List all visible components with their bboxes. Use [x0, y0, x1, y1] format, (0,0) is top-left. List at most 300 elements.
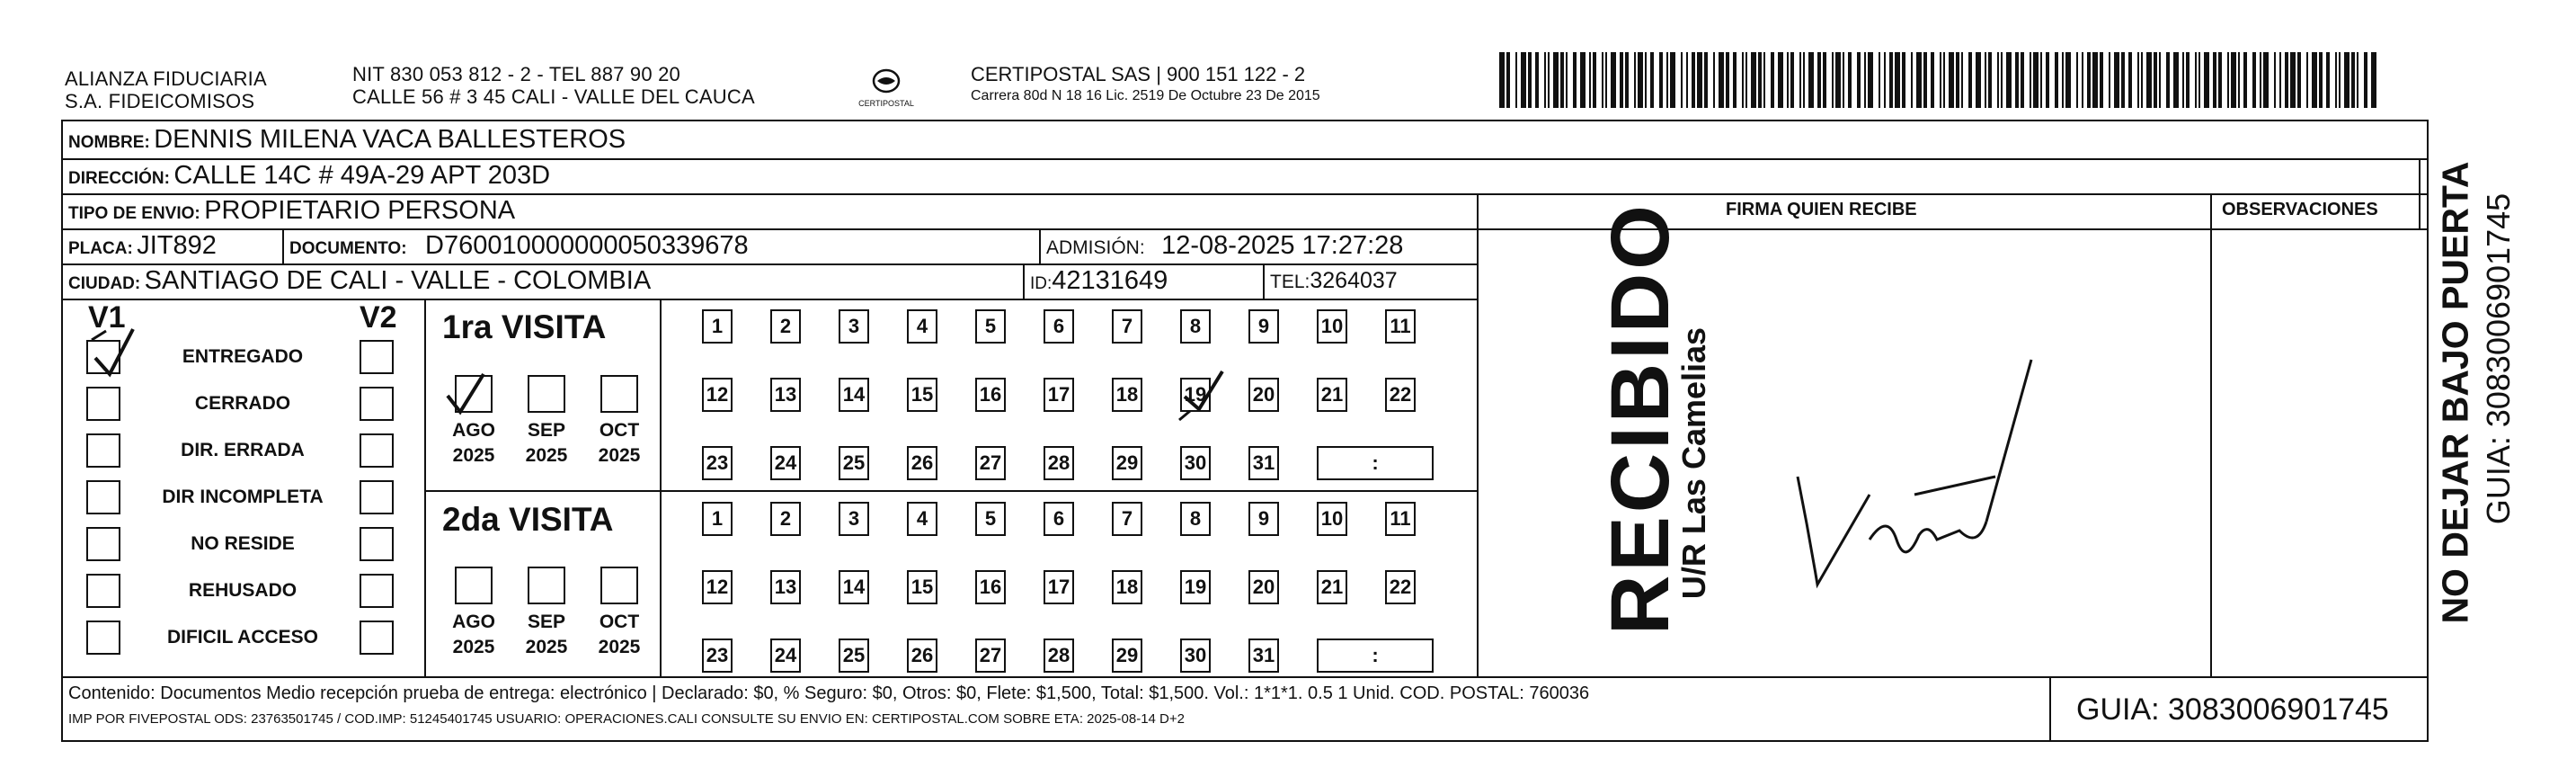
barcode-bar	[2364, 52, 2367, 108]
barcode-bar	[2055, 52, 2058, 108]
month-label: SEP	[527, 612, 566, 632]
barcode-bar	[1940, 52, 1941, 108]
barcode-bar	[1589, 52, 1591, 108]
barcode-bar	[1686, 52, 1688, 108]
id-label: ID:	[1030, 274, 1053, 293]
barcode-bar	[1499, 52, 1505, 108]
barcode-bar	[2326, 52, 2330, 108]
day-box[interactable]: 9	[1248, 309, 1279, 344]
v1-checkbox[interactable]	[86, 480, 120, 514]
month-checkbox[interactable]	[528, 375, 565, 413]
barcode-bar	[2319, 52, 2323, 108]
courier-line2: Carrera 80d N 18 16 Lic. 2519 De Octubre 23 De 2015	[971, 88, 1320, 103]
barcode-bar	[1803, 52, 1805, 108]
day-box[interactable]: 20	[1248, 378, 1279, 412]
day-box[interactable]: 7	[1112, 309, 1142, 344]
status-label: DIFICIL ACCESO	[166, 627, 318, 647]
day-box[interactable]: 31	[1248, 446, 1279, 480]
day-box[interactable]: 14	[839, 570, 869, 604]
tel-value: 3264037	[1310, 268, 1398, 293]
footer-line2: IMP POR FIVEPOSTAL ODS: 23763501745 / COD.IMP: 51245401745 USUARIO: OPERACIONES.CALI CONSULTE SU ENVIO EN: CERTIPOSTAL.COM SOBRE ETA: 2025-08-14 D+2	[68, 711, 1185, 727]
org-line2: S.A. FIDEICOMISOS	[65, 90, 255, 112]
stamp-sub-text: U/R Las Camelias	[1675, 326, 1712, 600]
barcode-bar	[2238, 52, 2240, 108]
month-label: OCT	[599, 612, 640, 632]
day-box[interactable]: 3	[839, 309, 869, 344]
barcode-bar	[2263, 52, 2269, 108]
barcode-bar	[2173, 52, 2179, 108]
nombre-label: NOMBRE:	[68, 133, 150, 152]
status-label: DIR. ERRADA	[181, 440, 305, 460]
barcode-bar	[1605, 52, 1607, 108]
day-box[interactable]: 24	[770, 446, 801, 480]
barcode-bar	[1949, 52, 1954, 108]
day-box[interactable]: 6	[1044, 502, 1074, 536]
barcode-bar	[2121, 52, 2125, 108]
footer-guia: GUIA: 3083006901745	[2076, 692, 2389, 727]
year-label: 2025	[598, 637, 641, 657]
barcode-bar	[2046, 52, 2049, 108]
barcode-bar	[2213, 52, 2216, 108]
day-box[interactable]: 16	[975, 378, 1006, 412]
barcode-bar	[1553, 52, 1559, 108]
direccion-value: CALLE 14C # 49A-29 APT 203D	[173, 161, 551, 190]
barcode-bar	[1835, 52, 1841, 108]
barcode-bar	[1726, 52, 1729, 108]
day-box[interactable]: 6	[1044, 309, 1074, 344]
v2-checkbox[interactable]	[360, 387, 394, 421]
ciudad-row	[68, 266, 651, 296]
barcode-bar	[1528, 52, 1532, 108]
day-box[interactable]: 25	[839, 446, 869, 480]
year-label: 2025	[525, 637, 568, 657]
barcode-bar	[1544, 52, 1546, 108]
tel-row	[1270, 268, 1398, 294]
barcode-bar	[1823, 52, 1826, 108]
barcode-bar	[1848, 52, 1852, 108]
barcode-bar	[1593, 52, 1596, 108]
barcode-bar	[1864, 52, 1866, 108]
barcode-bar	[2182, 52, 2184, 108]
barcode-bar	[1771, 52, 1774, 108]
month-check-mark-icon	[440, 369, 494, 423]
tipo-value: PROPIETARIO PERSONA	[204, 196, 516, 225]
tipo-row	[68, 196, 515, 226]
side-guia-block	[2479, 108, 2518, 612]
direccion-label: DIRECCIÓN:	[68, 169, 170, 188]
barcode-bar	[1566, 52, 1568, 108]
barcode-bar	[1670, 52, 1675, 108]
barcode-bar	[1763, 52, 1765, 108]
courier-block	[971, 63, 1320, 106]
v2-checkbox[interactable]	[360, 340, 394, 374]
divider	[1039, 228, 1041, 263]
month-label: OCT	[599, 420, 640, 441]
barcode-bar	[1742, 52, 1744, 108]
barcode-bar	[2290, 52, 2296, 108]
v2-checkbox[interactable]	[360, 480, 394, 514]
day-box[interactable]: 17	[1044, 378, 1074, 412]
barcode-bar	[1884, 52, 1886, 108]
v1-checkbox[interactable]	[86, 574, 120, 608]
barcode-bar	[2198, 52, 2200, 108]
month-checkbox[interactable]	[600, 567, 638, 604]
day-box[interactable]: 13	[770, 570, 801, 604]
divider	[2419, 158, 2421, 228]
month-label: AGO	[452, 420, 495, 441]
barcode-bar	[2021, 52, 2024, 108]
barcode-bar	[1961, 52, 1963, 108]
day-box[interactable]: 22	[1385, 378, 1416, 412]
day-box[interactable]: 2	[770, 502, 801, 536]
day-box[interactable]: 2	[770, 309, 801, 344]
day-box[interactable]: 22	[1385, 570, 1416, 604]
barcode-bar	[2344, 52, 2349, 108]
barcode-bar	[2128, 52, 2132, 108]
year-label: 2025	[525, 445, 568, 466]
day-box[interactable]: 30	[1180, 639, 1211, 673]
day-box[interactable]: 18	[1112, 378, 1142, 412]
barcode-bar	[2204, 52, 2209, 108]
barcode-bar	[1988, 52, 1992, 108]
v2-checkbox[interactable]	[360, 433, 394, 468]
v1-checkbox[interactable]	[86, 433, 120, 468]
barcode-bar	[1790, 52, 1794, 108]
barcode-bar	[1931, 52, 1934, 108]
barcode-bar	[2065, 52, 2071, 108]
day-box[interactable]: 13	[770, 378, 801, 412]
day-box[interactable]: 12	[702, 378, 733, 412]
barcode-bar	[1733, 52, 1737, 108]
barcode-bar	[1956, 52, 1959, 108]
day-box[interactable]: 24	[770, 639, 801, 673]
barcode-bar	[2231, 52, 2236, 108]
v1-checkbox[interactable]	[86, 527, 120, 561]
barcode-bar	[2306, 52, 2308, 108]
barcode-bar	[1580, 52, 1586, 108]
day-box[interactable]: 26	[907, 639, 937, 673]
day-box[interactable]: 30	[1180, 446, 1211, 480]
barcode-bar	[1638, 52, 1643, 108]
month-checkbox[interactable]	[455, 567, 493, 604]
stamp-main-text: RECIBIDO	[1594, 201, 1686, 635]
v1-label: V1	[88, 300, 126, 335]
barcode-bar	[1799, 52, 1801, 108]
day-box[interactable]: 5	[975, 309, 1006, 344]
barcode-bar	[1573, 52, 1577, 108]
v1-checkbox[interactable]	[86, 621, 120, 655]
courier-logo	[854, 63, 919, 113]
barcode-bar	[2006, 52, 2012, 108]
day-box[interactable]: 28	[1044, 446, 1074, 480]
barcode-bar	[2297, 52, 2301, 108]
barcode	[1499, 52, 2385, 108]
v2-label: V2	[360, 300, 397, 335]
barcode-bar	[1506, 52, 1510, 108]
year-label: 2025	[452, 637, 495, 657]
day-box[interactable]: 26	[907, 446, 937, 480]
barcode-bar	[1521, 52, 1526, 108]
day-box[interactable]: 23	[702, 446, 733, 480]
nit-block	[352, 63, 755, 108]
barcode-bar	[2243, 52, 2247, 108]
month-label: SEP	[527, 420, 566, 441]
side-text-block	[2431, 144, 2480, 647]
barcode-bar	[2166, 52, 2170, 108]
barcode-bar	[2335, 52, 2337, 108]
documento-value: D760010000000050339678	[425, 231, 749, 260]
barcode-bar	[1625, 52, 1629, 108]
divider	[424, 299, 426, 676]
barcode-bar	[2351, 52, 2355, 108]
time-box[interactable]: :	[1317, 446, 1434, 480]
barcode-bar	[1659, 52, 1663, 108]
barcode-bar	[1997, 52, 1999, 108]
barcode-bar	[2141, 52, 2143, 108]
v2-checkbox[interactable]	[360, 574, 394, 608]
rule	[61, 193, 2429, 195]
barcode-bar	[2062, 52, 2064, 108]
barcode-bar	[1751, 52, 1756, 108]
day-box[interactable]: 8	[1180, 309, 1211, 344]
barcode-bar	[2137, 52, 2139, 108]
ciudad-label: CIUDAD:	[68, 274, 141, 293]
barcode-bar	[1895, 52, 1900, 108]
day-box[interactable]: 4	[907, 502, 937, 536]
day-box[interactable]: 4	[907, 309, 937, 344]
nit-line1: NIT 830 053 812 - 2 - TEL 887 90 20	[352, 63, 680, 85]
barcode-bar	[2001, 52, 2003, 108]
barcode-bar	[1879, 52, 1880, 108]
day-box[interactable]: 8	[1180, 502, 1211, 536]
divider	[1023, 263, 1025, 299]
courier-line1: CERTIPOSTAL SAS | 900 151 122 - 2	[971, 63, 1306, 85]
barcode-bar	[1666, 52, 1668, 108]
received-stamp	[1573, 201, 1712, 652]
v2-checkbox[interactable]	[360, 527, 394, 561]
firma-header: FIRMA QUIEN RECIBE	[1726, 200, 1917, 219]
rule	[61, 676, 2429, 678]
barcode-bar	[1787, 52, 1789, 108]
barcode-bar	[1832, 52, 1834, 108]
barcode-bar	[1857, 52, 1861, 108]
tel-label: TEL:	[1270, 272, 1310, 292]
barcode-bar	[1713, 52, 1715, 108]
barcode-bar	[1985, 52, 1986, 108]
barcode-bar	[1868, 52, 1873, 108]
barcode-bar	[1620, 52, 1623, 108]
year-label: 2025	[452, 445, 495, 466]
barcode-bar	[1650, 52, 1654, 108]
divider	[1263, 263, 1265, 299]
month-checkbox[interactable]	[600, 375, 638, 413]
barcode-bar	[2285, 52, 2288, 108]
barcode-bar	[2371, 52, 2376, 108]
day-box[interactable]: 21	[1317, 378, 1347, 412]
day-box[interactable]: 19	[1180, 570, 1211, 604]
day-box[interactable]: 28	[1044, 639, 1074, 673]
day-box[interactable]: 16	[975, 570, 1006, 604]
side-warning: NO DEJAR BAJO PUERTA	[2434, 161, 2476, 624]
barcode-bar	[1889, 52, 1893, 108]
logo-caption: CERTIPOSTAL	[858, 99, 914, 108]
day-box[interactable]: 7	[1112, 502, 1142, 536]
status-label: ENTREGADO	[182, 346, 304, 367]
day-box[interactable]: 27	[975, 639, 1006, 673]
org-line1: ALIANZA FIDUCIARIA	[65, 67, 267, 90]
barcode-bar	[2040, 52, 2042, 108]
month-checkbox[interactable]	[528, 567, 565, 604]
day-box[interactable]: 1	[702, 502, 733, 536]
day-box[interactable]: 21	[1317, 570, 1347, 604]
barcode-bar	[1611, 52, 1616, 108]
barcode-bar	[1548, 52, 1550, 108]
placa-label: PLACA:	[68, 239, 133, 258]
divider	[282, 228, 284, 263]
barcode-bar	[1817, 52, 1821, 108]
day-box[interactable]: 27	[975, 446, 1006, 480]
year-label: 2025	[598, 445, 641, 466]
barcode-bar	[2260, 52, 2261, 108]
barcode-bar	[1515, 52, 1517, 108]
barcode-bar	[1704, 52, 1708, 108]
day-box[interactable]: 5	[975, 502, 1006, 536]
divider	[1477, 193, 1479, 676]
day-box[interactable]: 11	[1385, 309, 1416, 344]
day-box[interactable]: 15	[907, 378, 937, 412]
barcode-bar	[2109, 52, 2110, 108]
footer-line1: Contenido: Documentos Medio recepción prueba de entrega: electrónico | Declarado: $0, % Seguro: $0, Otros: $0, Flete: $1,500, Total: $1,500. Vol.: 1*1*1. 0.5 1 Unid. COD. POSTAL: 760036	[68, 683, 1590, 703]
barcode-bar	[2186, 52, 2190, 108]
ciudad-value: SANTIAGO DE CALI - VALLE - COLOMBIA	[144, 266, 652, 295]
barcode-bar	[1943, 52, 1945, 108]
barcode-bar	[1692, 52, 1695, 108]
day-box[interactable]: 15	[907, 570, 937, 604]
barcode-bar	[2076, 52, 2078, 108]
barcode-bar	[2033, 52, 2039, 108]
barcode-bar	[2252, 52, 2256, 108]
org-name-block	[65, 67, 267, 112]
day-box[interactable]: 20	[1248, 570, 1279, 604]
tipo-label: TIPO DE ENVIO:	[68, 204, 200, 223]
rule	[61, 228, 2429, 230]
barcode-bar	[2357, 52, 2358, 108]
id-value: 42131649	[1052, 266, 1168, 295]
barcode-bar	[2218, 52, 2222, 108]
divider	[2210, 193, 2212, 676]
placa-value: JIT892	[137, 231, 217, 260]
status-label: NO RESIDE	[191, 533, 295, 554]
day-box[interactable]: 25	[839, 639, 869, 673]
day-box[interactable]: 19	[1180, 378, 1211, 412]
id-row	[1030, 266, 1168, 296]
day-box[interactable]: 31	[1248, 639, 1279, 673]
barcode-bar	[1902, 52, 1905, 108]
barcode-bar	[2030, 52, 2031, 108]
barcode-bar	[1911, 52, 1913, 108]
barcode-bar	[2159, 52, 2161, 108]
day-box[interactable]: 14	[839, 378, 869, 412]
barcode-bar	[1634, 52, 1636, 108]
barcode-bar	[1602, 52, 1603, 108]
divider	[660, 299, 662, 676]
divider	[2049, 676, 2051, 742]
status-label: REHUSADO	[188, 580, 298, 601]
day-box[interactable]: 29	[1112, 639, 1142, 673]
barcode-bar	[1535, 52, 1539, 108]
month-label: AGO	[452, 612, 495, 632]
status-label: DIR INCOMPLETA	[162, 487, 324, 507]
barcode-bar	[1745, 52, 1747, 108]
nit-line2: CALLE 56 # 3 45 CALI - VALLE DEL CAUCA	[352, 85, 755, 108]
day-box[interactable]: 9	[1248, 502, 1279, 536]
barcode-bar	[2279, 52, 2281, 108]
day-box[interactable]: 23	[702, 639, 733, 673]
day-box[interactable]: 3	[839, 502, 869, 536]
documento-label: DOCUMENTO:	[289, 239, 407, 258]
barcode-bar	[1758, 52, 1762, 108]
documento-row	[289, 231, 749, 261]
rule	[61, 299, 1477, 300]
signature-icon	[1762, 342, 2058, 612]
day-box[interactable]: 10	[1317, 309, 1347, 344]
barcode-bar	[1808, 52, 1814, 108]
day-box[interactable]: 10	[1317, 502, 1347, 536]
barcode-bar	[1697, 52, 1702, 108]
barcode-bar	[2227, 52, 2229, 108]
nombre-value: DENNIS MILENA VACA BALLESTEROS	[154, 125, 626, 154]
v1-checkbox[interactable]	[86, 387, 120, 421]
admision-value: 12-08-2025 17:27:28	[1161, 231, 1404, 260]
v1-check-mark-icon	[79, 324, 142, 387]
day-box[interactable]: 12	[702, 570, 733, 604]
admision-row	[1046, 231, 1403, 261]
v2-checkbox[interactable]	[360, 621, 394, 655]
barcode-bar	[2087, 52, 2091, 108]
admision-label: ADMISIÓN:	[1046, 237, 1145, 258]
barcode-bar	[1843, 52, 1844, 108]
day-box[interactable]: 11	[1385, 502, 1416, 536]
rule	[61, 158, 2429, 160]
observaciones-header: OBSERVACIONES	[2222, 200, 2378, 219]
barcode-bar	[2146, 52, 2152, 108]
barcode-bar	[2154, 52, 2157, 108]
time-box[interactable]: :	[1317, 639, 1434, 673]
barcode-bar	[2092, 52, 2098, 108]
day-box[interactable]: 1	[702, 309, 733, 344]
status-label: CERRADO	[194, 393, 291, 414]
barcode-bar	[1976, 52, 1981, 108]
barcode-bar	[2015, 52, 2019, 108]
day-box[interactable]: 18	[1112, 570, 1142, 604]
barcode-bar	[1778, 52, 1783, 108]
barcode-bar	[1560, 52, 1564, 108]
barcode-bar	[2312, 52, 2317, 108]
barcode-bar	[2274, 52, 2276, 108]
barcode-bar	[1923, 52, 1927, 108]
barcode-bar	[2082, 52, 2083, 108]
barcode-bar	[2339, 52, 2341, 108]
nombre-row	[68, 125, 626, 155]
barcode-bar	[1916, 52, 1922, 108]
rule	[424, 490, 1477, 492]
placa-row	[68, 231, 217, 261]
day-box[interactable]: 29	[1112, 446, 1142, 480]
side-guia: GUIA: 3083006901745	[2480, 192, 2517, 525]
day-box[interactable]: 17	[1044, 570, 1074, 604]
second-visit-title: 2da VISITA	[442, 501, 614, 538]
barcode-bar	[1645, 52, 1647, 108]
